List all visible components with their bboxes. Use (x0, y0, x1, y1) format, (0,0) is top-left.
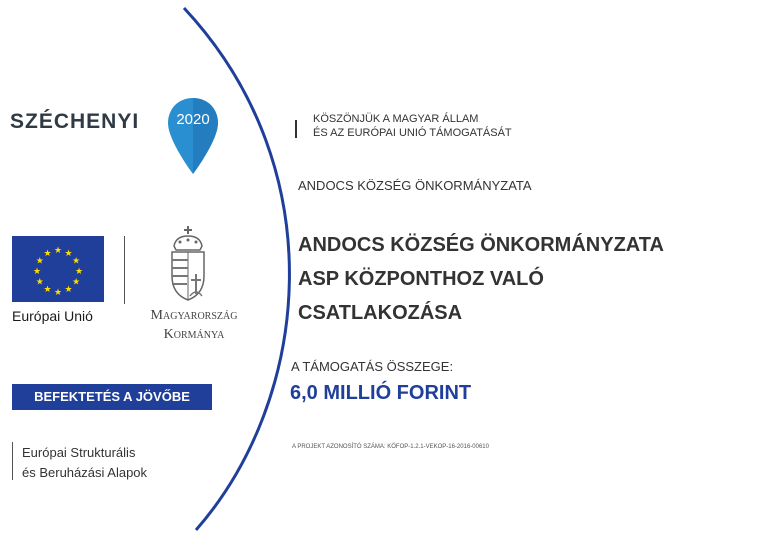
svg-text:★: ★ (53, 288, 63, 298)
beneficiary-name: ANDOCS KÖZSÉG ÖNKORMÁNYZATA (298, 178, 532, 193)
svg-text:★: ★ (43, 285, 52, 296)
thanks-divider (295, 120, 297, 138)
thanks-line1: KÖSZÖNJÜK A MAGYAR ÁLLAM (313, 113, 479, 125)
amount-label: A TÁMOGATÁS ÖSSZEGE: (291, 359, 454, 374)
thanks-text (313, 112, 512, 140)
esb-funds-label (22, 443, 147, 483)
esb-divider (12, 442, 13, 480)
project-id: A PROJEKT AZONOSÍTÓ SZÁMA: KÖFOP-1.2.1-VEKOP-16-2016-00610 (292, 444, 489, 450)
svg-text:★: ★ (72, 256, 81, 267)
esb-line1: Európai Strukturális (22, 445, 136, 460)
svg-text:★: ★ (43, 248, 52, 259)
svg-text:★: ★ (64, 285, 73, 296)
svg-text:★: ★ (72, 277, 81, 288)
svg-text:★: ★ (35, 277, 44, 288)
szechenyi-year: 2020 (176, 111, 210, 128)
eu-label: Európai Unió (12, 308, 93, 324)
svg-text:★: ★ (32, 267, 42, 277)
thanks-line2: ÉS AZ EURÓPAI UNIÓ TÁMOGATÁSÁT (313, 127, 512, 139)
befektetes-banner: BEFEKTETÉS A JÖVŐBE (12, 384, 212, 410)
project-title-line1: ANDOCS KÖZSÉG ÖNKORMÁNYZATA (298, 234, 664, 256)
location-pin-icon (166, 96, 220, 181)
svg-text:★: ★ (53, 246, 63, 256)
project-title-line3: CSATLAKOZÁSA (298, 302, 463, 324)
esb-line2: és Beruházási Alapok (22, 465, 148, 480)
government-name-line1: Magyarország (150, 308, 238, 323)
logo-divider (124, 236, 125, 304)
government-name-line2: Kormánya (163, 327, 225, 342)
svg-text:★: ★ (64, 248, 73, 259)
svg-text:★: ★ (35, 256, 44, 267)
szechenyi-wordmark: SZÉCHENYI (10, 110, 140, 133)
coat-of-arms-icon (166, 224, 210, 307)
project-title (298, 228, 664, 330)
svg-text:★: ★ (74, 267, 84, 277)
amount-value: 6,0 MILLIÓ FORINT (290, 382, 472, 404)
project-title-line2: ASP KÖZPONTHOZ VALÓ (298, 268, 544, 290)
government-name (138, 306, 250, 344)
eu-flag-icon (12, 236, 104, 302)
